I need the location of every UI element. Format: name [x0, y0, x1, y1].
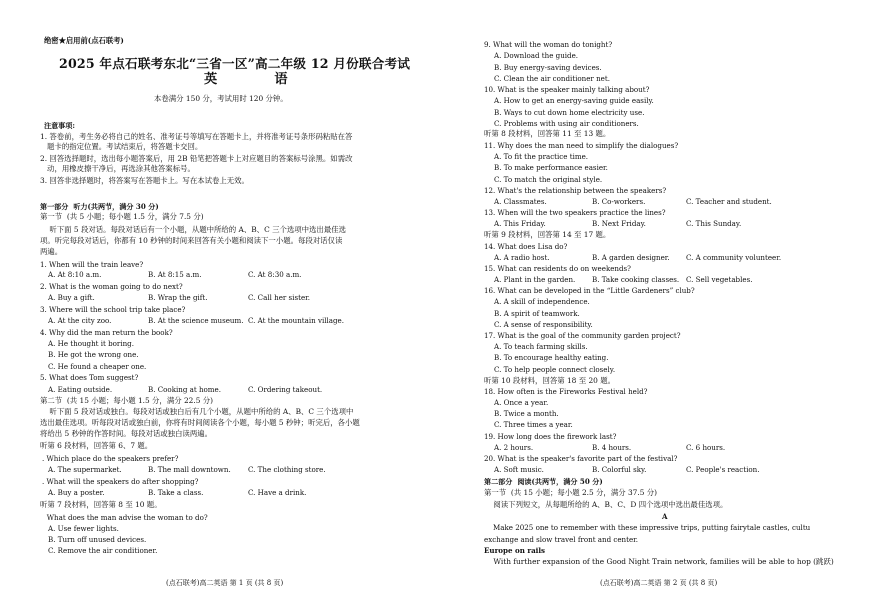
left-text-line: 项。听完每段对话后，你都有 10 秒钟的时间来回答有关小题和阅读下一小题。每段对话仅读 — [40, 236, 343, 245]
right-text-line: 10. What is the speaker mainly talking about? — [484, 85, 650, 94]
right-text-line: C. 6 hours. — [686, 443, 726, 452]
left-text-line: B. Take a class. — [148, 488, 204, 497]
right-text-line: 19. How long does the firework last? — [484, 432, 617, 441]
left-text-line: 5. What does Tom suggest? — [40, 373, 139, 382]
left-text-line: 听第 6 段材料，回答第 6、7 题。 — [40, 441, 153, 450]
left-text-line: 听下面 5 段对话或独白。每段对话或独白后有几个小题，从题中所给的 A、B、C 三个选项中 — [40, 407, 354, 416]
right-text-line: With further expansion of the Good Night Train network, families will be able to hop (跳跃) — [484, 557, 834, 566]
left-text-line: A. Buy a gift. — [48, 293, 95, 302]
right-text-line: B. Colorful sky. — [592, 465, 647, 474]
left-text-line: (点石联考)高二英语 第 1 页 (共 8 页) — [166, 579, 284, 587]
left-text-line: C. Remove the air conditioner. — [48, 546, 158, 555]
right-text-line: 17. What is the goal of the community garden project? — [484, 331, 681, 340]
right-text-line: Make 2025 one to remember with these impressive trips, putting fairytale castles, cultu — [484, 523, 811, 532]
left-text-line: 将给出 5 秒钟的作答时间。每段对话或独白读两遍。 — [40, 429, 212, 438]
right-text-line: C. Problems with using air conditioners. — [494, 119, 639, 128]
right-text-line: B. Ways to cut down home electricity use. — [494, 108, 645, 117]
left-text-line: B. At the science museum. — [148, 316, 244, 325]
right-text-line: A. Classmates. — [494, 197, 547, 206]
right-text-line: 15. What can residents do on weekends? — [484, 264, 631, 273]
right-text-line: A. This Friday. — [494, 219, 546, 228]
right-text-line: A. A radio host. — [494, 253, 550, 262]
right-text-line: B. To encourage healthy eating. — [494, 353, 609, 362]
right-text-line: A. Soft music. — [494, 465, 544, 474]
left-text-line: B. Wrap the gift. — [148, 293, 208, 302]
left-text-line: 4. Why did the man return the book? — [40, 328, 173, 337]
left-text-line: A. Use fewer lights. — [48, 524, 119, 533]
right-text-line: B. A spirit of teamwork. — [494, 309, 580, 318]
right-text-line: B. Next Friday. — [592, 219, 646, 228]
left-text-line: A. He thought it boring. — [48, 339, 134, 348]
left-text-line: 2. What is the woman going to do next? — [40, 282, 183, 291]
left-text-line: 2. 回答选择题时，选出每小题答案后，用 2B 铅笔把答题卡上对应题目的答案标号涂黑。如需改 — [40, 154, 353, 163]
left-text-line: A. At 8:10 a.m. — [48, 270, 102, 279]
right-text-line: 听第 9 段材料，回答第 14 至 17 题。 — [484, 230, 611, 239]
right-text-line: C. To help people connect closely. — [494, 365, 616, 374]
left-text-line: A. The supermarket. — [48, 465, 122, 474]
left-text-line: B. Cooking at home. — [148, 385, 221, 394]
right-text-line: C. To match the original style. — [494, 175, 603, 184]
left-text-line: 1. When will the train leave? — [40, 260, 144, 269]
left-text-line: 第一部分 听力(共两节，满分 30 分) — [40, 202, 159, 211]
left-text-line: . What will the speakers do after shopping? — [42, 477, 199, 486]
right-text-line: C. A sense of responsibility. — [494, 320, 593, 329]
left-text-line: 动，用橡皮擦干净后，再选涂其他答案标号。 — [40, 164, 195, 173]
left-text-line: B. The mall downtown. — [148, 465, 231, 474]
left-text-line: A. Eating outside. — [48, 385, 113, 394]
right-text-line: 第二部分 阅读(共两节，满分 50 分) — [484, 477, 603, 486]
right-text-line: B. Twice a month. — [494, 409, 559, 418]
left-text-line: 听下面 5 段对话。每段对话后有一个小题，从题中所给的 A、B、C 三个选项中选出最佳选 — [40, 225, 346, 234]
right-text-line: 13. When will the two speakers practice the lines? — [484, 208, 666, 217]
right-text-line: 11. Why does the man need to simplify the dialogues? — [484, 141, 679, 150]
left-text-line: 3. Where will the school trip take place? — [40, 305, 186, 314]
left-text-line: C. Ordering takeout. — [248, 385, 323, 394]
left-text-line: C. At the mountain village. — [248, 316, 345, 325]
left-text-line: 绝密★启用前(点石联考) — [44, 36, 124, 45]
left-text-line: 英 语 — [204, 72, 304, 87]
right-text-line: B. 4 hours. — [592, 443, 632, 452]
left-text-line: 听第 7 段材料，回答第 8 至 10 题。 — [40, 500, 162, 509]
right-text-line: B. Co-workers. — [592, 197, 646, 206]
right-text-line: 14. What does Lisa do? — [484, 242, 568, 251]
right-text-line: A. Once a year. — [494, 398, 549, 407]
left-text-line: . Which place do the speakers prefer? — [42, 454, 179, 463]
left-text-line: A. At the city zoo. — [48, 316, 112, 325]
right-text-line: A. 2 hours. — [494, 443, 534, 452]
left-text-line: C. The clothing store. — [248, 465, 326, 474]
left-text-line: C. At 8:30 a.m. — [248, 270, 302, 279]
right-text-line: 12. What's the relationship between the speakers? — [484, 186, 667, 195]
left-text-line: 1. 答卷前，考生务必将自己的姓名、准考证号等填写在答题卡上，并将准考证号条形码粘贴在答 — [40, 132, 353, 141]
right-text-line: (点石联考)高二英语 第 2 页 (共 8 页) — [600, 579, 718, 587]
left-text-line: C. He found a cheaper one. — [48, 362, 147, 371]
left-text-line: 第一节 (共 5 小题；每小题 1.5 分，满分 7.5 分) — [40, 212, 204, 221]
right-text-line: A. How to get an energy-saving guide easily. — [494, 96, 654, 105]
right-text-line: 9. What will the woman do tonight? — [484, 40, 613, 49]
left-text-line: 题卡的指定位置。考试结束后，将答题卡交回。 — [40, 142, 203, 151]
right-text-line: A. To fit the practice time. — [494, 152, 589, 161]
right-text-line: A. Download the guide. — [494, 51, 579, 60]
left-text-line: B. At 8:15 a.m. — [148, 270, 202, 279]
right-text-line: 听第 10 段材料，回答第 18 至 20 题。 — [484, 376, 615, 385]
right-text-line: 听第 8 段材料，回答第 11 至 13 题。 — [484, 129, 611, 138]
right-text-line: 20. What is the speaker's favorite part of the festival? — [484, 454, 678, 463]
left-text-line: 选出最佳选项。听每段对话或独白前，你将有时间阅读各个小题，每小题 5 秒钟；听完后，各小题 — [40, 418, 360, 427]
left-text-line: 本卷满分 150 分，考试用时 120 分钟。 — [154, 94, 288, 103]
right-text-line: C. This Sunday. — [686, 219, 742, 228]
right-text-line: A. A skill of independence. — [494, 297, 590, 306]
right-text-line: A — [662, 512, 668, 521]
right-text-line: C. Sell vegetables. — [686, 275, 753, 284]
left-text-line: B. He got the wrong one. — [48, 350, 139, 359]
right-text-line: B. A garden designer. — [592, 253, 670, 262]
right-text-line: 第一节 (共 15 小题；每小题 2.5 分，满分 37.5 分) — [484, 488, 658, 497]
right-text-line: A. Plant in the garden. — [494, 275, 576, 284]
left-text-line: B. Turn off unused devices. — [48, 535, 147, 544]
left-text-line: A. Buy a poster. — [48, 488, 105, 497]
right-text-line: exchange and slow travel front and center. — [484, 535, 639, 544]
left-text-line: 2025 年点石联考东北“三省一区”高二年级 12 月份联合考试 — [59, 56, 411, 71]
left-text-line: 注意事项: — [44, 121, 75, 130]
left-text-line: 3. 回答非选择题时，将答案写在答题卡上。写在本试卷上无效。 — [40, 176, 249, 185]
right-text-line: Europe on rails — [484, 546, 546, 555]
left-text-line: C. Have a drink. — [248, 488, 307, 497]
right-text-line: B. Buy energy-saving devices. — [494, 63, 602, 72]
right-text-line: 16. What can be developed in the “Little Gardeners” club? — [484, 286, 695, 295]
right-text-line: B. To make performance easier. — [494, 163, 608, 172]
right-text-line: 18. How often is the Fireworks Festival held? — [484, 387, 648, 396]
left-text-line: 第二节 (共 15 小题；每小题 1.5 分，满分 22.5 分) — [40, 396, 214, 405]
left-text-line: What does the man advise the woman to do? — [40, 513, 208, 522]
right-text-line: 阅读下列短文，从每题所给的 A、B、C、D 四个选项中选出最佳选项。 — [484, 500, 728, 509]
right-text-line: C. Clean the air conditioner net. — [494, 74, 610, 83]
left-text-line: 两遍。 — [40, 247, 63, 256]
right-text-line: C. A community volunteer. — [686, 253, 782, 262]
right-text-line: C. Three times a year. — [494, 420, 573, 429]
left-text-line: C. Call her sister. — [248, 293, 311, 302]
right-text-line: C. People's reaction. — [686, 465, 760, 474]
right-text-line: B. Take cooking classes. — [592, 275, 680, 284]
right-text-line: A. To teach farming skills. — [494, 342, 588, 351]
right-text-line: C. Teacher and student. — [686, 197, 772, 206]
